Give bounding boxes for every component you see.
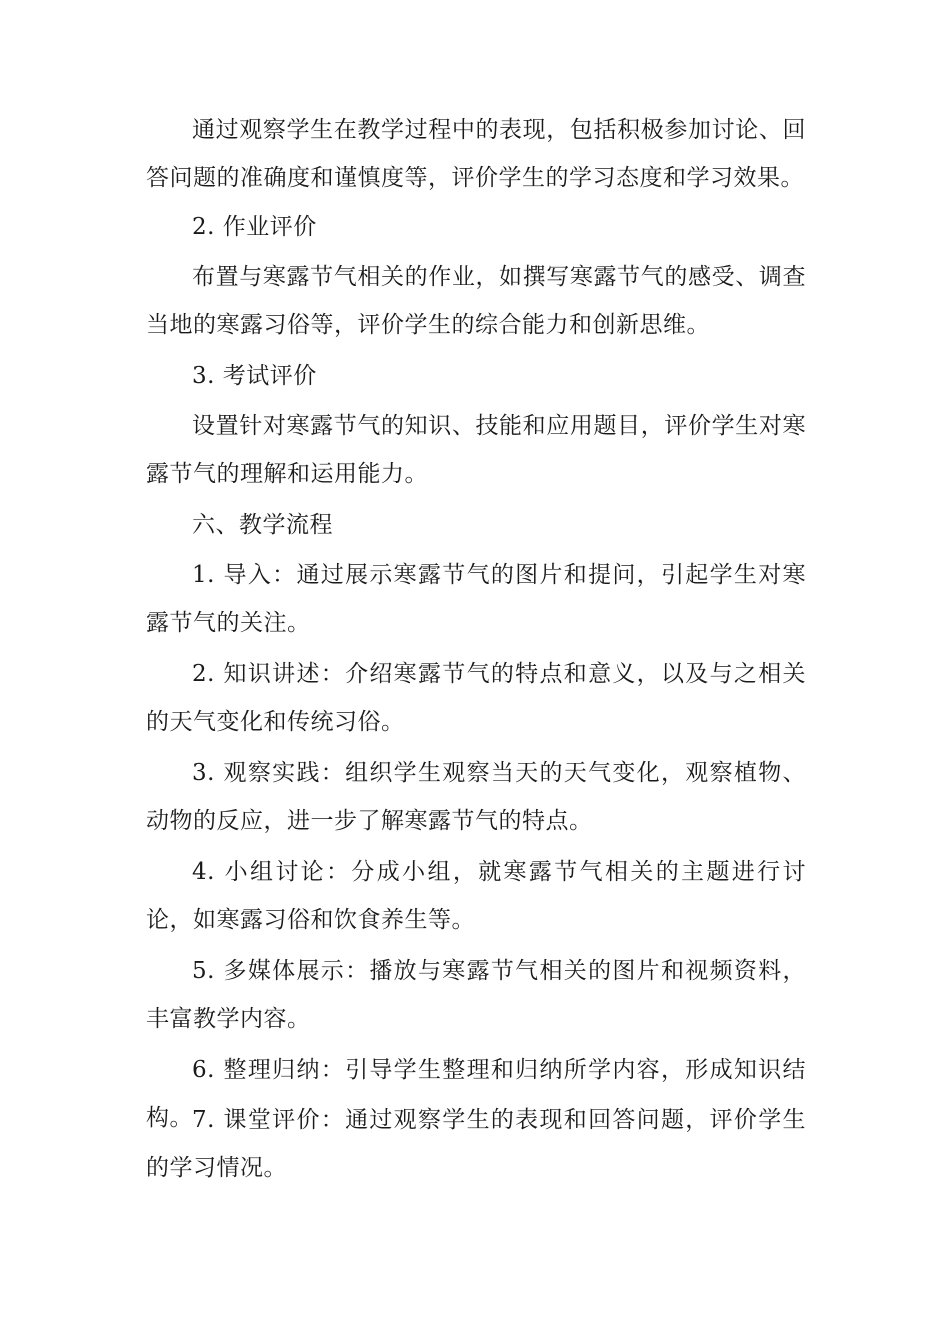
list-item-step-4: 4. 小组讨论：分成小组，就寒露节气相关的主题进行讨论，如寒露习俗和饮食养生等。: [146, 859, 806, 933]
list-item-step-1: 1. 导入：通过展示寒露节气的图片和提问，引起学生对寒露节气的关注。: [146, 562, 806, 636]
heading-teaching-process: 六、教学流程: [192, 512, 333, 538]
paragraph-exam-evaluation: 设置针对寒露节气的知识、技能和应用题目，评价学生对寒露节气的理解和运用能力。: [146, 413, 806, 487]
list-item-step-5: 5. 多媒体展示：播放与寒露节气相关的图片和视频资料，丰富教学内容。: [146, 958, 806, 1032]
list-item-step-6: 6. 整理归纳：引导学生整理和归纳所学内容，形成知识结构。: [146, 1057, 806, 1131]
heading-homework-evaluation: 2. 作业评价: [192, 214, 317, 240]
list-item-step-7: 7. 课堂评价：通过观察学生的表现和回答问题，评价学生的学习情况。: [146, 1107, 806, 1181]
list-item-step-3: 3. 观察实践：组织学生观察当天的天气变化，观察植物、动物的反应，进一步了解寒露节气的特点。: [146, 760, 806, 834]
heading-exam-evaluation: 3. 考试评价: [192, 363, 317, 389]
paragraph-homework-evaluation: 布置与寒露节气相关的作业，如撰写寒露节气的感受、调查当地的寒露习俗等，评价学生的综合能力和创新思维。: [146, 264, 806, 338]
list-item-step-2: 2. 知识讲述：介绍寒露节气的特点和意义，以及与之相关的天气变化和传统习俗。: [146, 661, 806, 735]
paragraph-observation-evaluation: 通过观察学生在教学过程中的表现，包括积极参加讨论、回答问题的准确度和谨慎度等，评价学生的学习态度和学习效果。: [146, 117, 806, 191]
